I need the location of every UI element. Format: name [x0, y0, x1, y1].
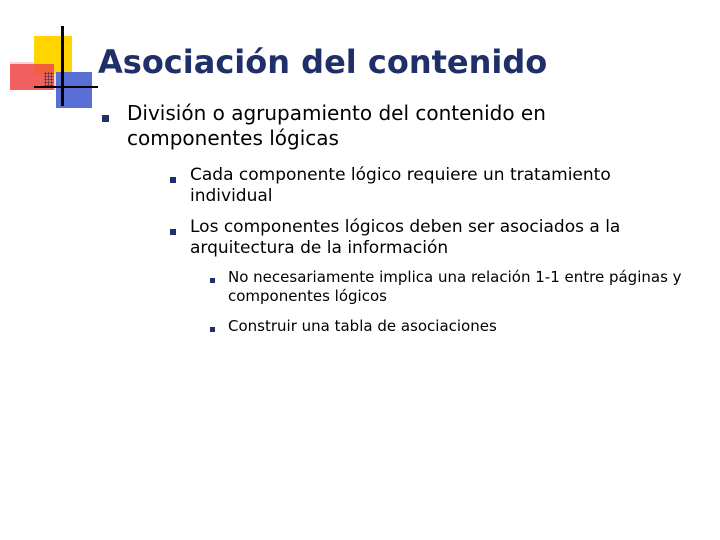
deco-vertical-line [61, 26, 64, 106]
square-bullet-icon [102, 115, 109, 122]
bullet-item-level3 [228, 317, 698, 336]
square-bullet-icon [210, 327, 215, 332]
bullet-text: Cada componente lógico requiere un tratamiento individual [190, 165, 611, 207]
slide-title: Asociación del contenido [98, 43, 548, 81]
square-bullet-icon [170, 229, 176, 235]
deco-dot-pattern [44, 72, 54, 86]
bullet-item-level2 [190, 165, 670, 208]
bullet-item-level3 [228, 268, 698, 306]
bullet-text: No necesariamente implica una relación 1-1 entre páginas y componentes lógicos [228, 268, 682, 305]
bullet-text: División o agrupamiento del contenido en componentes lógicas [127, 101, 546, 150]
bullet-text: Los componentes lógicos deben ser asociados a la arquitectura de la información [190, 217, 621, 259]
square-bullet-icon [210, 278, 215, 283]
bullet-item-level1 [127, 101, 647, 151]
deco-horizontal-line [34, 86, 98, 88]
decorative-logo [0, 0, 100, 112]
bullet-item-level2 [190, 217, 670, 260]
bullet-text: Construir una tabla de asociaciones [228, 317, 497, 335]
square-bullet-icon [170, 177, 176, 183]
